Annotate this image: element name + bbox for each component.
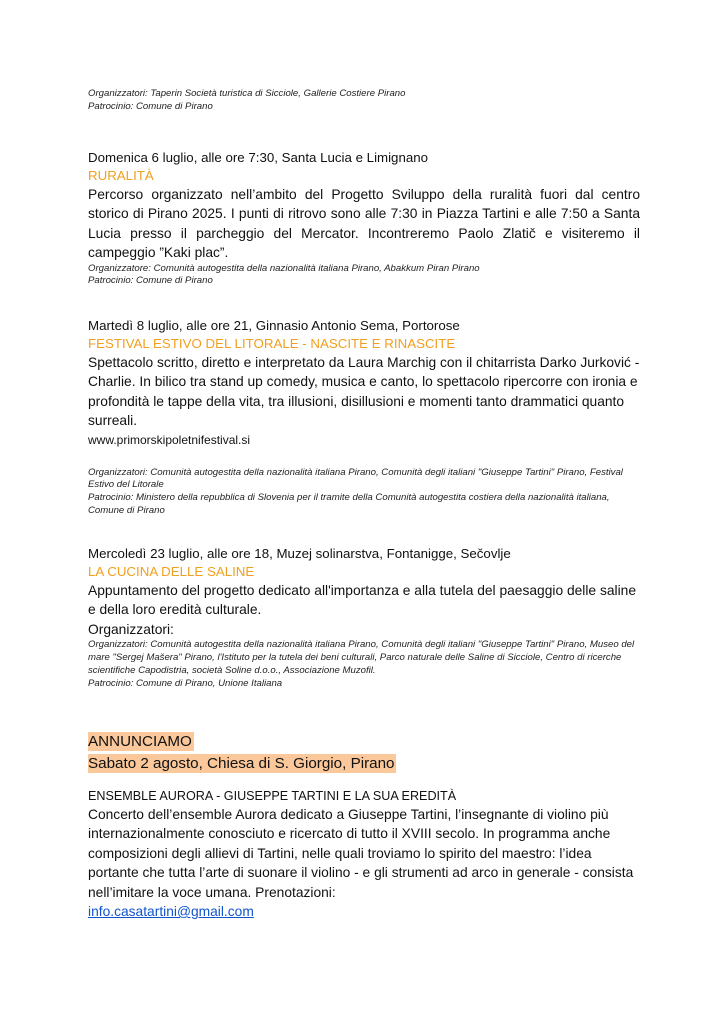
event3-title: LA CUCINA DELLE SALINE <box>88 564 255 579</box>
event1-title: RURALITÀ <box>88 168 154 183</box>
event3-organizers: Organizzatori: Comunità autogestita della nazionalità italiana Pirano, Comunità degli italiani "Giuseppe Tartini" Pirano, Museo del mare "Sergej Mašera" Pirano, l'Istituto per la tutela dei beni culturali, Parco naturale delle Saline di Sicciole, Centro di ricerche scientifiche Capodistria, società Soline d.o.o., Associazione Muzofil. <box>88 639 635 676</box>
event2-organizers: Organizzatori: Comunità autogestita della nazionalità italiana Pirano, Comunità degli italiani "Giuseppe Tartini" Pirano, Festival Estivo del Litorale <box>88 466 623 491</box>
event2-patronage: Patrocinio: Ministero della repubblica di Slovenia per il tramite della Comunità autogestita costiera della nazionalità italiana, Comune di Pirano <box>88 492 610 517</box>
event3-patronage: Patrocinio: Comune di Pirano, Unione Italiana <box>88 677 283 689</box>
event3-organizers-label: Organizzatori: <box>88 621 174 637</box>
event1-patronage: Patrocinio: Comune di Pirano <box>88 275 213 287</box>
announce-heading: ANNUNCIAMO <box>88 733 192 750</box>
event2-url[interactable]: www.primorskipoletnifestival.si <box>88 432 251 447</box>
announcement <box>88 732 640 921</box>
event3-date: Mercoledì 23 luglio, alle ore 18, Muzej solinarstva, Fontanigge, Sečovlje <box>88 546 511 561</box>
intro-organizers: Organizzatori: Taperin Società turistica di Sicciole, Gallerie Costiere Pirano <box>88 88 406 99</box>
event1-organizers: Organizzatore: Comunità autogestita della nazionalità italiana Pirano, Abakkum Piran Pirano <box>88 262 480 274</box>
announce-title: ENSEMBLE AURORA - GIUSEPPE TARTINI E LA SUA EREDITÀ <box>88 789 457 803</box>
event1-date: Domenica 6 luglio, alle ore 7:30, Santa Lucia e Limignano <box>88 150 429 165</box>
event2-date: Martedì 8 luglio, alle ore 21, Ginnasio Antonio Sema, Portorose <box>88 318 460 333</box>
intro-patronage: Patrocinio: Comune di Pirano <box>88 100 213 112</box>
event1-description: Percorso organizzato nell’ambito del Progetto Sviluppo della ruralità fuori dal centro storico di Pirano 2025. I punti di ritrovo sono alle 7:30 in Piazza Tartini e alle 7:50 a Santa Lucia presso il parcheggio del Mercator. Incontreremo Paolo Zlatič e visiteremo il campeggio ”Kaki plac”. <box>88 187 640 261</box>
event-ruralita <box>88 149 640 288</box>
event3-description: Appuntamento del progetto dedicato all'importanza e alla tutela del paesaggio delle saline e della loro eredità culturale. <box>88 583 636 618</box>
announce-description: Concerto dell’ensemble Aurora dedicato a Giuseppe Tartini, l’insegnante di violino più internazionalmente conosciuto e ricercato di tutto il XVIII secolo. In programma anche composizioni degli allievi di Tartini, nelle quali troviamo lo spirito del maestro: l’idea portante che tutta l’arte di suonare il violino - e gli strumenti ad arco in generale - consista nell’imitare la voce umana. Prenotazioni: <box>88 807 634 900</box>
announce-date: Sabato 2 agosto, Chiesa di S. Giorgio, Pirano <box>88 755 395 772</box>
intro-credits <box>88 88 640 114</box>
event2-title: FESTIVAL ESTIVO DEL LITORALE - NASCITE E RINASCITE <box>88 336 456 351</box>
event-cucina <box>88 545 640 690</box>
event2-description: Spettacolo scritto, diretto e interpretato da Laura Marchig con il chitarrista Darko Jurković - Charlie. In bilico tra stand up comedy, musica e canto, lo spettacolo ripercorre con ironia e profondità le tappe della vita, tra illusioni, disillusioni e momenti tanto drammatici quanto surreali. <box>88 355 640 429</box>
event-festival <box>88 317 640 518</box>
announce-email-link[interactable]: info.casatartini@gmail.com <box>88 904 254 920</box>
